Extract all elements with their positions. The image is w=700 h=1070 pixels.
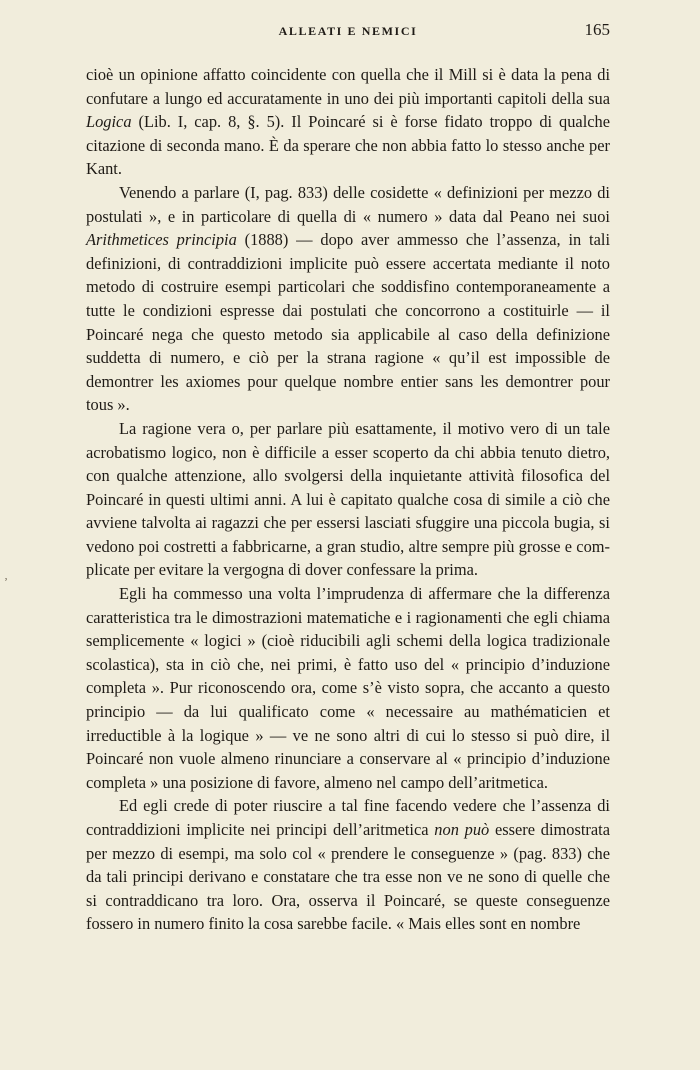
- paragraph: [86, 794, 610, 936]
- text-run: (1888) — dopo aver ammesso che l’assenza, in tali definizioni, di contraddizioni implicite può essere accertata mediante il noto metodo di costruire esempi particolari che soddisfino contemporaneamente a tutte le condizioni espresse dai postulati che concorrono a costituirle — il Poincaré nega che questo metodo sia applicabile al caso della definizione suddetta di numero, e ciò per la strana ragione « qu’il est impossible de demontrer les axiomes pour quelque nombre entier sans les demontrer pour tous ».: [86, 230, 610, 415]
- paragraph: [86, 582, 610, 794]
- text-run: Egli ha commesso una volta l’imprudenza di affermare che la differenza caratteristica tra le dimostrazioni matematiche e i ragionamenti che egli chiama semplicemente « logici » (cioè riducibili agli schemi della logica tradizionale scolastica), sta in ciò che, nei primi, è fatto uso del « principio d’induzione completa ». Pur riconoscendo ora, come s’è visto sopra, che accanto a questo principio — da lui qualificato come « necessaire au mathématicien et irreductible à la logique » — ve ne sono altri di cui lo stesso si può dire, il Poincaré non vuole almeno rinunciare a conservare al « principio d’induzione completa » una posizione di favore, almeno nel campo dell’aritmetica.: [86, 584, 610, 792]
- margin-mark: ʼ: [4, 575, 8, 589]
- text-run: La ragione vera o, per parlare più esattamente, il motivo vero di un tale acrobatismo logico, non è difficile a esser scoperto da chi abbia tenuto dietro, con qualche attenzione, allo svolgersi della inquietante attività filosofica del Poincaré in questi ultimi anni. A lui è capitato qualche cosa di simile a ciò che avviene talvolta ai ragazzi che per essersi lasciati sfuggire una piccola bugia, si vedono poi costretti a fabbricarne, a gran studio, altre sempre più grosse e complicate per evitare la vergogna di dover confessare la prima.: [86, 418, 610, 580]
- body-text: [86, 63, 610, 936]
- text-run: Ed egli crede di poter riuscire a tal fine facendo vedere che l’assenza di contraddizioni implicite nei principi dell’aritmetica: [86, 796, 610, 839]
- text-run: cioè un opinione affatto coincidente con quella che il Mill si è data la pena di confutare a lungo ed accuratamente in uno dei più importanti capitoli della sua: [86, 65, 610, 108]
- italic-emphasis: non può: [434, 820, 490, 839]
- running-title: ALLEATI E NEMICI: [278, 24, 418, 38]
- page-header: [86, 20, 610, 42]
- paragraph: [86, 417, 610, 582]
- page-number: 165: [584, 20, 610, 39]
- italic-title: Arithmetices principia: [86, 230, 237, 250]
- paragraph: [86, 181, 610, 417]
- italic-title: Logica: [86, 112, 132, 132]
- text-run: Venendo a parlare (I, pag. 833) delle cosidette « definizioni per mezzo di postulati », e in particolare di quella di « numero » data dal Peano nei suoi: [86, 182, 610, 226]
- text-run: essere dimostrata per mezzo di esempi, ma solo col « prendere le conseguenze » (pag. 833) che da tali principi derivano e constatare che tra esse non ve ne sono di quelle che si contraddicano tra loro. Ora, osserva il Poincaré, se queste conseguenze fossero in numero finito la cosa sarebbe facile. « Mais elles sont en nombre: [86, 820, 610, 934]
- text-run: (Lib. I, cap. 8, §. 5). Il Poincaré si è forse fidato troppo di qualche citazione di seconda mano. È da sperare che non abbia fatto lo stesso anche per Kant.: [86, 112, 610, 179]
- paragraph: [86, 63, 610, 181]
